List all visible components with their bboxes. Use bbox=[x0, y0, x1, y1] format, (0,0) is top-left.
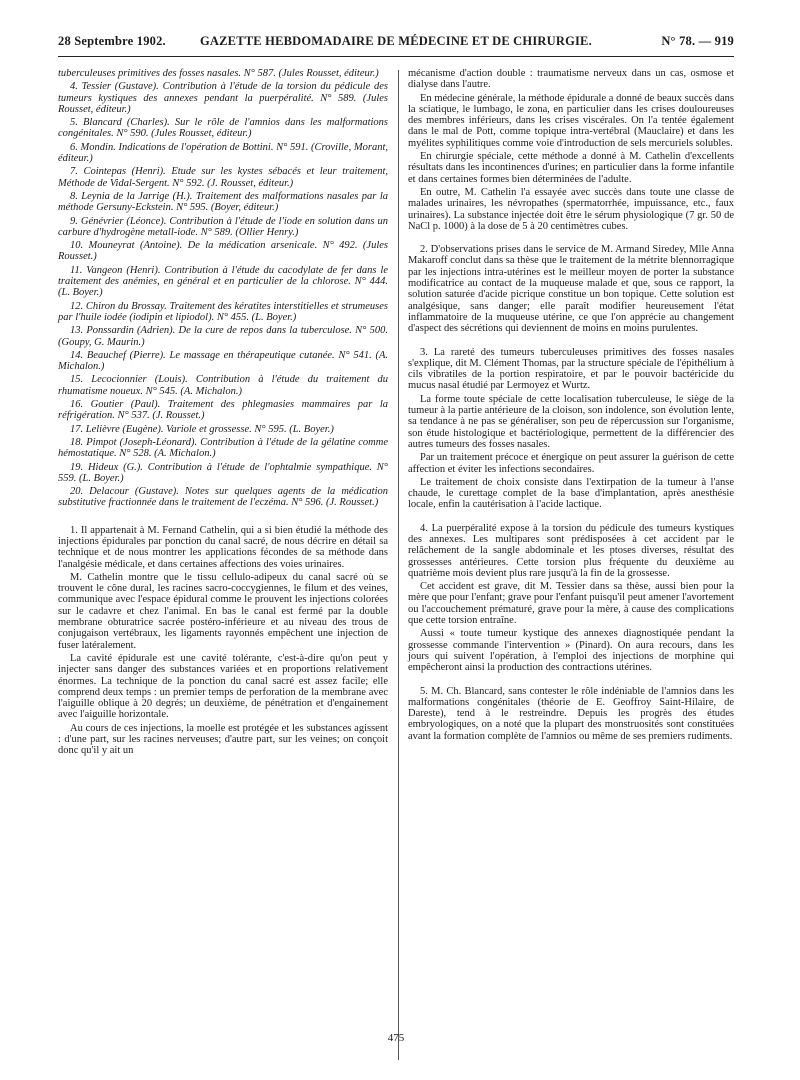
list-item: 12. Chiron du Brossay. Traitement des kératites interstitielles et strumeuses par l'huile iodée (iodipin et lipiodol). N° 455. (L. Boyer.) bbox=[58, 300, 388, 323]
body-paragraph: 4. La puerpéralité expose à la torsion du pédicule des tumeurs kystiques des annexes. Les multipares sont prédisposées à cet accident par le relâchement de la sangle abdominale et les ptoses diverses, résultat des grossesses antérieures. Cette torsion plus fréquente du deuxième au quatrième mois devient plus rare jusqu'à la fin de la grossesse. bbox=[408, 522, 734, 579]
body-paragraph: En outre, M. Cathelin l'a essayée avec succès dans toute une classe de malades urinaires, les névropathes (spermatorrhée, impuissance, etc., faux urinaires). La substance injectée doit être le sérum physiologique (7 gr. 50 de NaCl p. 1000) à la dose de 5 à 20 centimètres cubes. bbox=[408, 186, 734, 232]
body-paragraph: 1. Il appartenait à M. Fernand Cathelin, qui a si bien étudié la méthode des injections épidurales par ponction du canal sacré, de nous décrire en détail sa technique et de nous montrer les applications fécondes de sa méthode dans l'analgésie médicale, et dans certaines affections des voies urinaires. bbox=[58, 524, 388, 570]
right-column bbox=[408, 68, 734, 744]
body-paragraph: Par un traitement précoce et énergique on peut assurer la guérison de cette affection et éviter les infections secondaires. bbox=[408, 452, 734, 475]
list-item: tuberculeuses primitives des fosses nasales. N° 587. (Jules Rousset, éditeur.) bbox=[58, 68, 379, 79]
body-paragraph: La cavité épidurale est une cavité tolérante, c'est-à-dire qu'on peut y injecter sans danger des substances variées et en proportions relativement énormes. La technique de la ponction du canal sacré est assez facile; elle comprend deux temps : un premier temps de perforation de la membrane avec l'aiguille oblique à 20 degrés; un deuxième, de pénétration et d'engainement avec l'aiguille horizontale. bbox=[58, 652, 388, 721]
body-paragraph: M. Cathelin montre que le tissu cellulo-adipeux du canal sacré où se trouvent le cône dural, les racines sacro-coccygiennes, le filum et des veines, communique avec l'espace épidural comme le prouvent les injections colorées sur le cadavre et chez l'animal. En bas le canal est fermé par la double membrane obturatrice sacrée postéro-inférieure et au niveau des trous de conjugaison vertébraux, les ligaments rayonnés empêchent une injection de fuser latéralement. bbox=[58, 571, 388, 651]
list-item: 8. Leynia de la Jarrige (H.). Traitement des malformations nasales par la méthode Gersuny-Eckstein. N° 595. (Boyer, éditeur.) bbox=[58, 190, 388, 214]
list-item: 20. Delacour (Gustave). Notes sur quelques agents de la médication substitutive fractionnée dans le traitement de l'eczéma. N° 596. (J. Rousset.) bbox=[58, 486, 388, 509]
body-paragraph: 3. La rareté des tumeurs tuberculeuses primitives des fosses nasales s'explique, dit M. Clément Thomas, par la structure spéciale de l'épithélium à cils vibratiles de la portion respiratoire, et par le pouvoir bactéricide du mucus nasal étudié par Lermoyez et Wurtz. bbox=[408, 346, 734, 392]
list-item: 13. Ponssardin (Adrien). De la cure de repos dans la tuberculose. N° 500. (Goupy, G. Maurin.) bbox=[58, 325, 388, 348]
body-paragraph: mécanisme d'action double : traumatisme nerveux dans un cas, osmose et dialyse dans l'autre. bbox=[408, 68, 734, 91]
body-paragraph: Cet accident est grave, dit M. Tessier dans sa thèse, aussi bien pour la mère que pour l'enfant; grave pour l'enfant puisqu'il peut amener l'avortement ou l'accouchement prématuré, grave pour la mère, à cause des complications que cette torsion entraîne. bbox=[408, 581, 734, 627]
column-divider bbox=[398, 70, 399, 1060]
list-item: 7. Cointepas (Henri). Etude sur les kystes sébacés et leur traitement, Méthode de Vidal-Sergent. N° 592. (J. Rousset, éditeur.) bbox=[58, 166, 388, 189]
list-item: 9. Génévrier (Léonce). Contribution à l'étude de l'iode en solution dans un carbure d'hydrogène metall-iode. N° 589. (Ollier Henry.) bbox=[58, 215, 388, 238]
body-paragraph: Au cours de ces injections, la moelle est protégée et les substances agissent : d'une part, sur les racines nerveuses; d'autre part, sur les veines; on conçoit donc qu'il y ait un bbox=[58, 722, 388, 757]
header-title: GAZETTE HEBDOMADAIRE DE MÉDECINE ET DE CHIRURGIE. bbox=[200, 34, 592, 48]
header-page-number: N° 78. — 919 bbox=[661, 34, 734, 48]
list-item: 6. Mondin. Indications de l'opération de Bottini. N° 591. (Croville, Morant, éditeur.) bbox=[58, 141, 388, 165]
body-paragraph: La forme toute spéciale de cette localisation tuberculeuse, le siège de la tumeur à la partie antérieure de la cloison, son indolence, son évolution lente, sa tendance à ne pas se généraliser, son peu de répercussion sur l'organisme, son étude histologique et bactériologique, permettent de la différencier des autres tumeurs des fosses nasales. bbox=[408, 393, 734, 450]
list-item: 5. Blancard (Charles). Sur le rôle de l'amnios dans les malformations congénitales. N° 590. (Jules Rousset, éditeur.) bbox=[58, 117, 388, 140]
list-item: 16. Goutier (Paul). Traitement des phlegmasies mammaires par la réfrigération. N° 537. (J. Rousset.) bbox=[58, 399, 388, 422]
list-item: 14. Beauchef (Pierre). Le massage en thérapeutique cutanée. N° 541. (A. Michalon.) bbox=[58, 349, 388, 373]
left-column bbox=[58, 68, 388, 759]
body-paragraph: En médecine générale, la méthode épidurale a donné de beaux succès dans la sciatique, le lumbago, le zona, en particulier dans les crises douloureuses des membres inférieurs, dans les crises viscérales. On l'a tentée également dans le mal de Pott, comme topique intra-vertébral (Mauclaire) et dans les myélites syphilitiques comme voie d'introduction de sels mercuriels solubles. bbox=[408, 92, 734, 149]
list-item: 18. Pimpot (Joseph-Léonard). Contribution à l'étude de la gélatine comme hémostatique. N° 528. (A. Michalon.) bbox=[58, 436, 388, 460]
body-paragraph: 2. D'observations prises dans le service de M. Armand Siredey, Mlle Anna Makaroff conclut dans sa thèse que le traitement de la métrite blennorragique par les injections intra-utérines est le meilleur moyen de porter la substance modificatrice au contact de la muqueuse malade et que, sous ce rapport, la solution saturée d'acide picrique constitue un bon topique. Cette solution est analgésique, sans danger; elle paraît modifier heureusement l'état inflammatoire de la muqueuse utérine, ce que l'on apprécie au changement d'aspect des sécrétions qui deviennent de moins en moins purulentes. bbox=[408, 244, 734, 335]
body-paragraph: Le traitement de choix consiste dans l'extirpation de la tumeur à l'anse chaude, le curettage complet de la base d'implantation, après anesthésie locale, enfin la cautérisation à l'acide lactique. bbox=[408, 476, 734, 511]
list-item: 10. Mouneyrat (Antoine). De la médication arsenicale. N° 492. (Jules Rousset.) bbox=[58, 240, 388, 263]
header-date: 28 Septembre 1902. bbox=[58, 34, 166, 48]
header-rule bbox=[58, 56, 734, 57]
list-item: 19. Hideux (G.). Contribution à l'étude de l'ophtalmie sympathique. N° 559. (L. Boyer.) bbox=[58, 461, 388, 484]
journal-page bbox=[58, 28, 734, 1068]
running-header bbox=[58, 28, 734, 58]
body-paragraph: En chirurgie spéciale, cette méthode a donné à M. Cathelin d'excellents résultats dans les incontinences d'urines; en particulier dans la forme infantile et dans certaines formes bien déterminées de l'adulte. bbox=[408, 151, 734, 185]
body-paragraph: 5. M. Ch. Blancard, sans contester le rôle indéniable de l'amnios dans les malformations congénitales (théorie de E. Geoffroy Saint-Hilaire, de Dareste), tend à le restreindre. Depuis les progrès des études embryologiques, on a noté que la plupart des monstruosités sont constituées avant la formation complète de l'amnios ou même de ses premiers rudiments. bbox=[408, 685, 734, 742]
list-item: 15. Lecocionnier (Louis). Contribution à l'étude du traitement du rhumatisme noueux. N° 545. (A. Michalon.) bbox=[58, 374, 388, 397]
page-folio: 475 bbox=[387, 1032, 405, 1044]
list-item: 17. Lelièvre (Eugène). Variole et grossesse. N° 595. (L. Boyer.) bbox=[70, 423, 334, 435]
list-item: 11. Vangeon (Henri). Contribution à l'étude du cacodylate de fer dans le traitement des anémies, en général et en particulier de la chlorose. N° 444. (L. Boyer.) bbox=[58, 264, 388, 299]
list-item: 4. Tessier (Gustave). Contribution à l'étude de la torsion du pédicule des tumeurs kystiques des annexes pendant la puerpéralité. N° 589. (Jules Rousset, éditeur.) bbox=[58, 81, 388, 115]
body-paragraph: Aussi « toute tumeur kystique des annexes diagnostiquée pendant la grossesse commande l'intervention » (Pinard). On aura recours, dans les jours qui suivent l'opération, à l'emploi des injections de morphine qui empêcheront ainsi la production des contractions utérines. bbox=[408, 628, 734, 674]
